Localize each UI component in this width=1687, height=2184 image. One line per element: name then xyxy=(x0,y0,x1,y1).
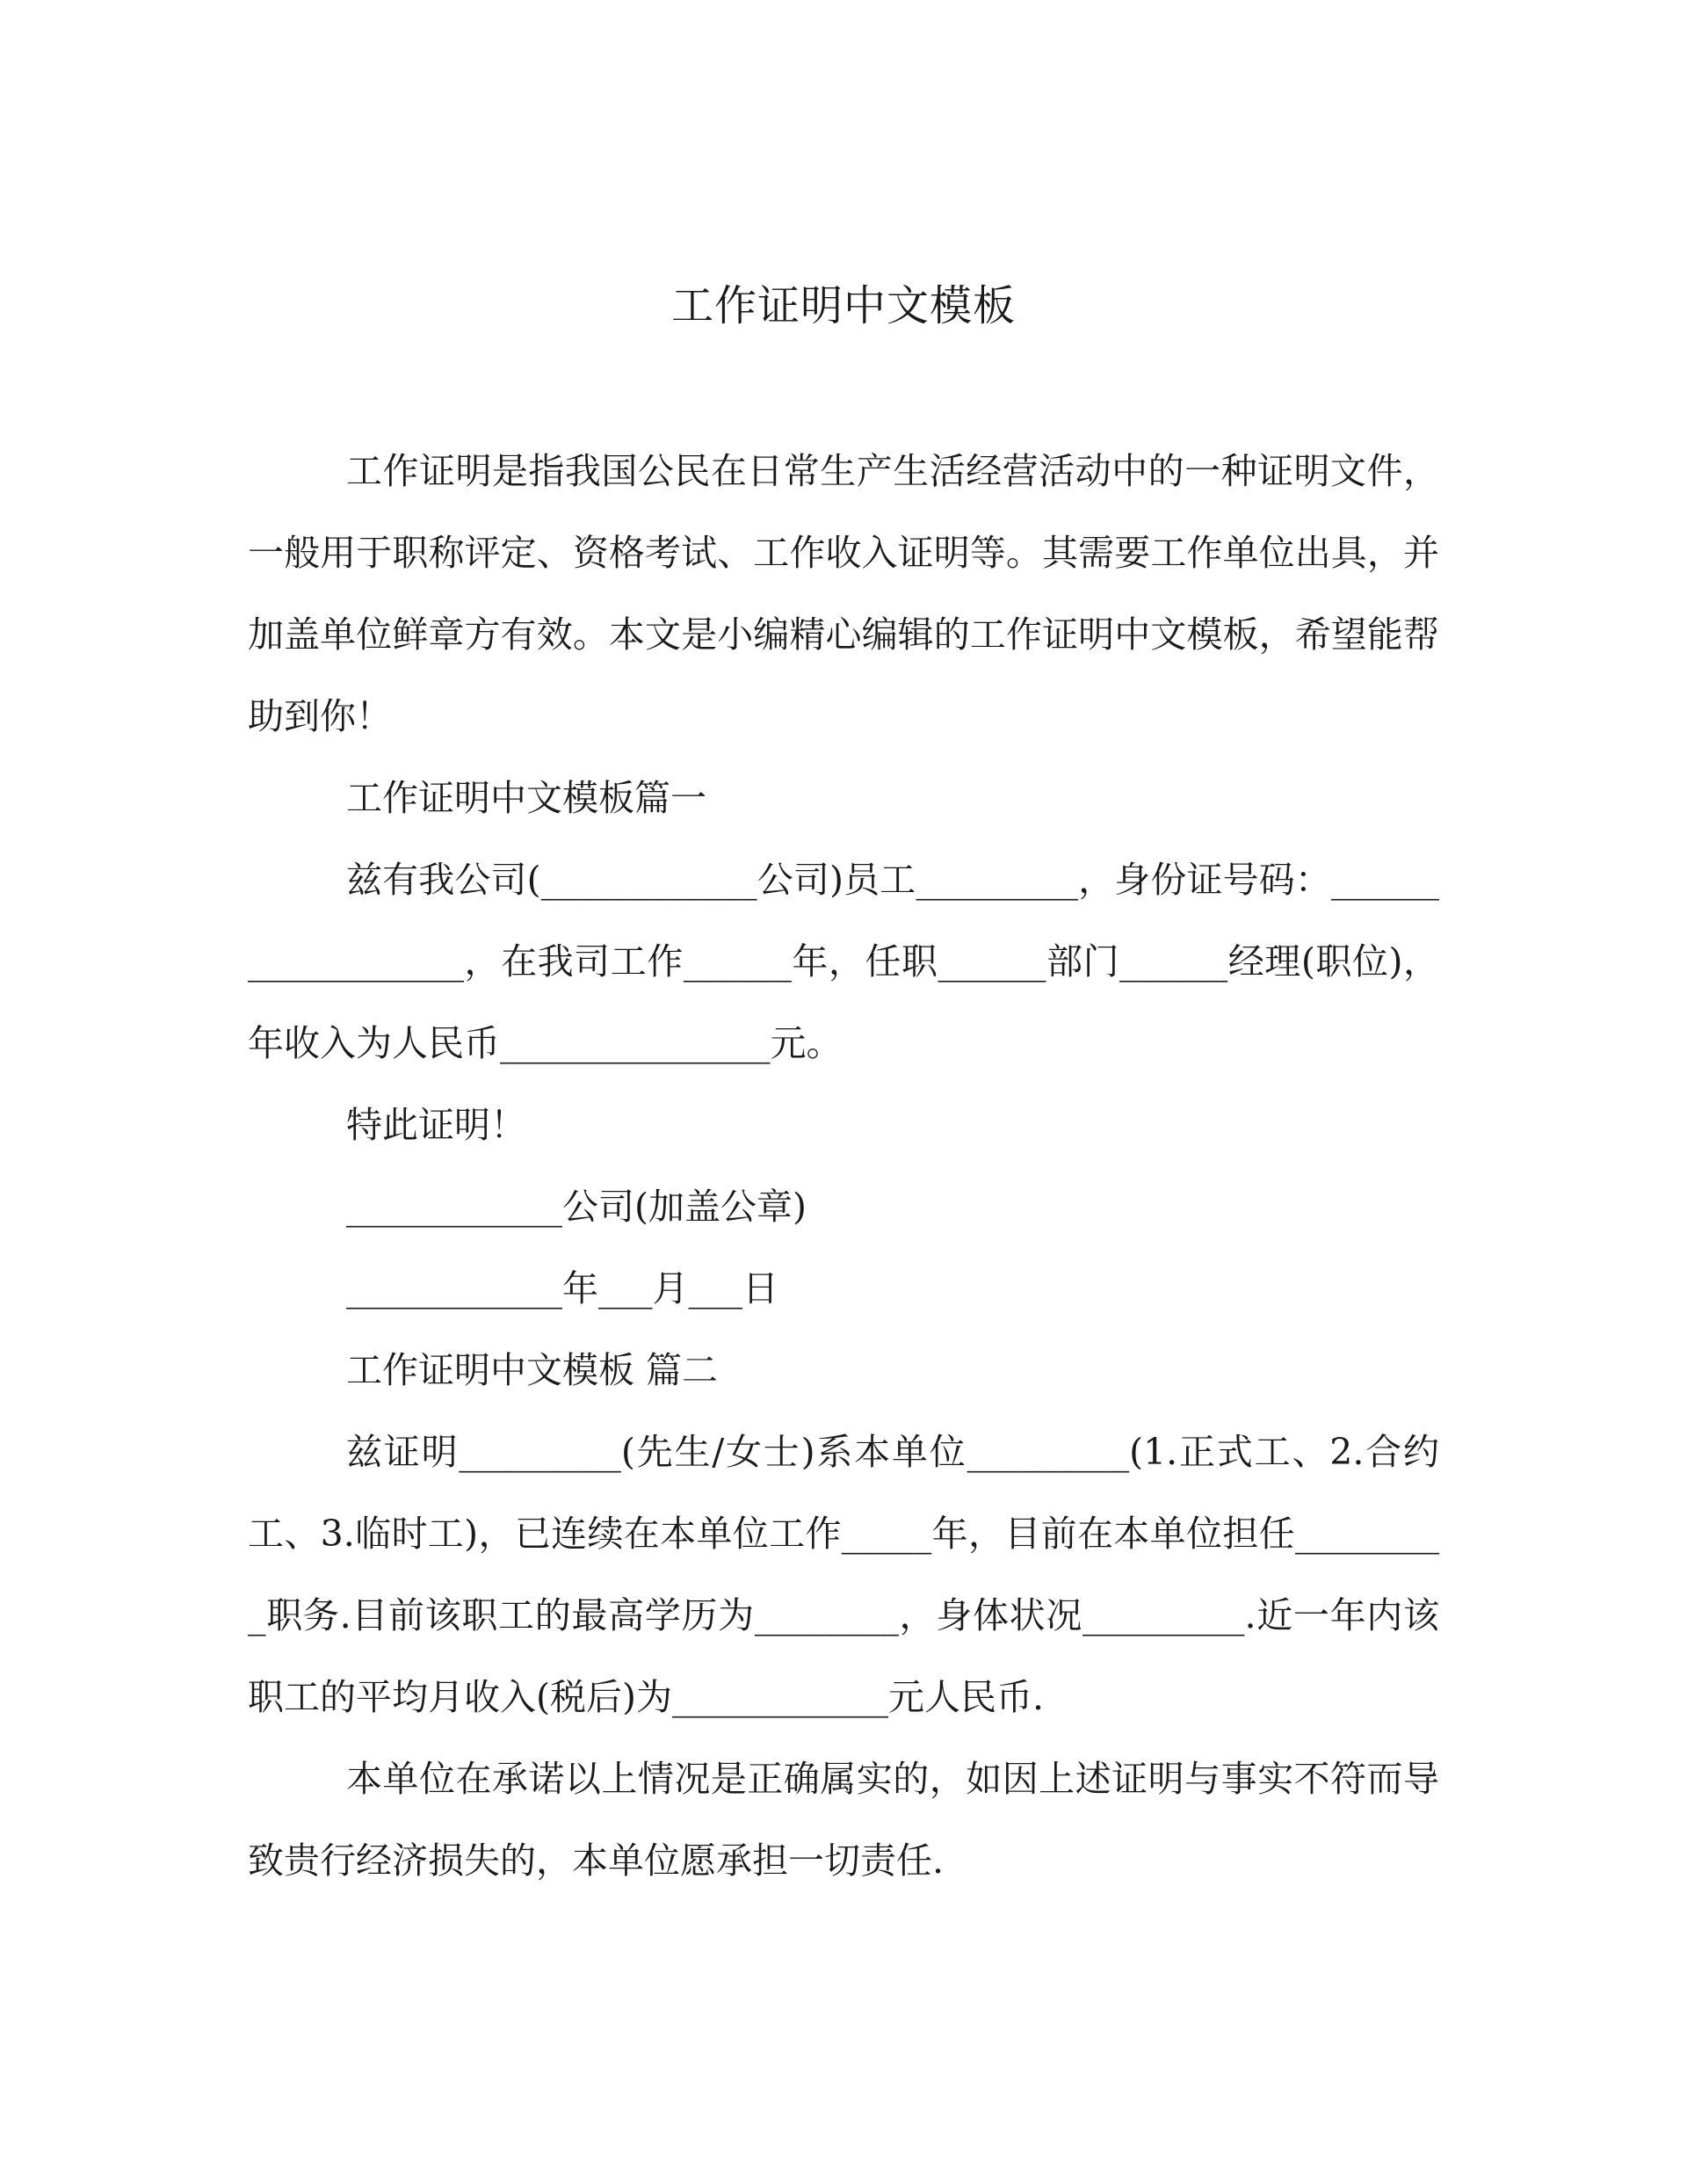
section-two-heading: 工作证明中文模板 篇二 xyxy=(346,1349,719,1391)
intro-paragraph: 工作证明是指我国公民在日常生产生活经营活动中的一种证明文件，一般用于职称评定、资格考试、工作收入证明等。其需要工作单位出具，并加盖单位鲜章方有效。本文是小编精心编辑的工作证明中文模板，希望能帮助到你！ xyxy=(248,450,1439,737)
section-two-commitment: 本单位在承诺以上情况是正确属实的，如因上述证明与事实不符而导致贵行经济损失的，本单位愿承担一切责任. xyxy=(248,1758,1439,1882)
section-one-signature: ____________公司(加盖公章) xyxy=(346,1186,807,1228)
section-one-date: ____________年___月___日 xyxy=(346,1267,778,1310)
section-two-body: 兹证明_________(先生/女士)系本单位_________(1.正式工、2.合约工、3.临时工)，已连续在本单位工作_____年，目前在本单位担任_________职务.目前该职工的最高学历为________，身体状况_________.近一年内该职工的平均月收入(税后)为____________元人民币. xyxy=(248,1431,1439,1718)
section-one-body: 兹有我公司(____________公司)员工_________，身份证号码：__________________，在我司工作______年，任职______部门______经理(职位)，年收入为人民币_______________元。 xyxy=(248,859,1439,1064)
section-one-closing: 特此证明！ xyxy=(346,1104,526,1146)
document-body xyxy=(248,431,1439,1902)
document-title: 工作证明中文模板 xyxy=(670,281,1016,330)
section-one-heading: 工作证明中文模板篇一 xyxy=(346,777,706,819)
